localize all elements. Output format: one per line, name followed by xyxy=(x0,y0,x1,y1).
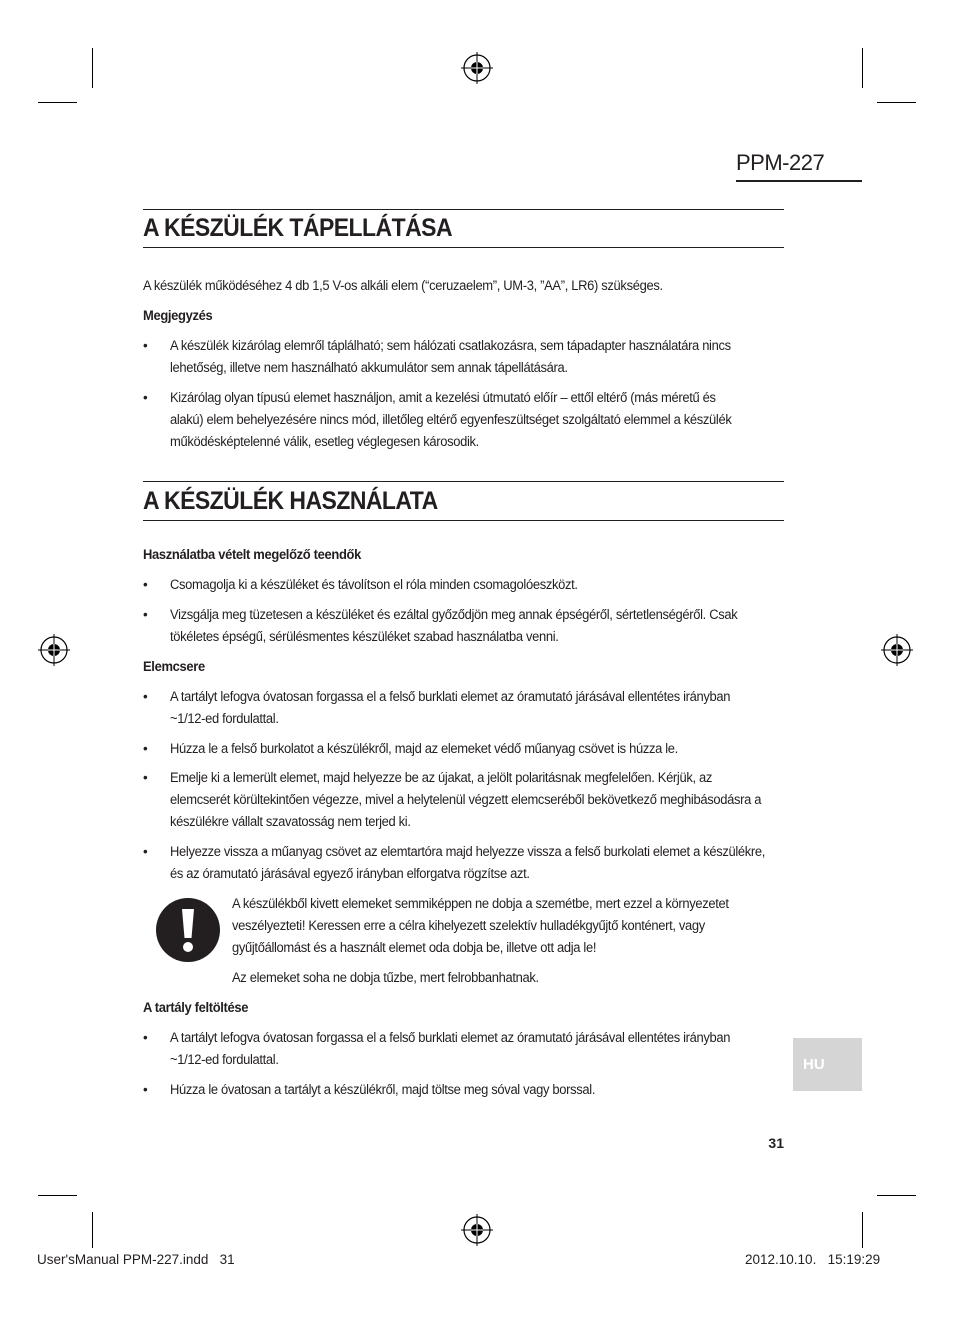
list-item-line: A tartályt lefogva óvatosan forgassa el a felső burklati elemet az óramutató járásával ellentétes irányban xyxy=(170,689,731,704)
section-rule xyxy=(143,247,784,248)
page-number: 31 xyxy=(768,1135,784,1151)
list-item-line: Húzza le a felső burkolatot a készülékről, majd az elemeket védő műanyag csövet is húzza le. xyxy=(170,741,678,756)
crop-mark xyxy=(92,48,93,88)
section-rule xyxy=(143,481,784,482)
note-title: Megjegyzés xyxy=(143,308,213,323)
bullet: • xyxy=(143,577,148,592)
warning-line: gyűjtőállomást és a használt elemet oda dobja be, illetve ott adja le! xyxy=(232,940,597,955)
list-item-line: Kizárólag olyan típusú elemet használjon, amit a kezelési útmutató előír – ettől eltérő (más méretű és xyxy=(170,390,716,405)
list-item-line: ~1/12-ed fordulattal. xyxy=(170,711,279,726)
list-item-line: működésképtelenné válik, esetleg véglegesen károsodik. xyxy=(170,434,479,449)
model-underline xyxy=(736,180,862,182)
crop-mark xyxy=(877,102,916,103)
warning-line: veszélyezteti! Keressen erre a célra kihelyezett szelektív hulladékgyűjtő konténert, vagy xyxy=(232,918,705,933)
list-item-line: készülékre vállalt szavatosság nem terjed ki. xyxy=(170,814,411,829)
section-rule xyxy=(143,520,784,521)
slug-file: User'sManual PPM-227.indd 31 xyxy=(37,1252,235,1267)
prep-title: Használatba vételt megelőző teendők xyxy=(143,547,361,562)
list-item-line: alakú) elem behelyezésére nincs mód, illetőleg eltérő egyenfeszültséget szolgáltató elemmel a készülék xyxy=(170,412,732,427)
bullet: • xyxy=(143,770,148,785)
bullet: • xyxy=(143,1030,148,1045)
warning-fire: Az elemeket soha ne dobja tűzbe, mert felrobbanhatnak. xyxy=(232,970,539,985)
slug-datetime: 2012.10.10. 15:19:29 xyxy=(745,1252,881,1267)
list-item-line: ~1/12-ed fordulattal. xyxy=(170,1052,279,1067)
list-item-line: Emelje ki a lemerült elemet, majd helyezze be az újakat, a jelölt polaritásnak megfelelően. Kérjük, az xyxy=(170,770,713,785)
registration-mark-icon xyxy=(460,51,494,85)
exclamation-icon xyxy=(155,897,221,963)
language-tab xyxy=(793,1038,862,1091)
registration-mark-icon xyxy=(880,633,914,667)
warning-line: A készülékből kivett elemeket semmiképpen ne dobja a szemétbe, mert ezzel a környezetet xyxy=(232,896,729,911)
bullet: • xyxy=(143,689,148,704)
list-item-line: A tartályt lefogva óvatosan forgassa el a felső burklati elemet az óramutató járásával ellentétes irányban xyxy=(170,1030,731,1045)
list-item-line: tökéletes épségű, sérülésmentes készüléket szabad használatba venni. xyxy=(170,629,559,644)
section-rule xyxy=(143,209,784,210)
bullet: • xyxy=(143,338,148,353)
crop-mark xyxy=(38,102,77,103)
crop-mark xyxy=(92,1212,93,1248)
bullet: • xyxy=(143,741,148,756)
section-title-usage: A KÉSZÜLÉK HASZNÁLATA xyxy=(143,487,438,515)
crop-mark xyxy=(862,1212,863,1248)
registration-mark-icon xyxy=(37,633,71,667)
crop-mark xyxy=(862,48,863,88)
list-item-line: Húzza le óvatosan a tartályt a készülékről, majd töltse meg sóval vagy borssal. xyxy=(170,1082,596,1097)
battery-title: Elemcsere xyxy=(143,659,205,674)
model-name: PPM-227 xyxy=(736,150,825,175)
list-item-line: elemcserét körültekintően végezze, mivel a helytelenül végzett elemcseréből bekövetkező meghibásodásra a xyxy=(170,792,762,807)
fill-title: A tartály feltöltése xyxy=(143,1000,249,1015)
list-item-line: Helyezze vissza a műanyag csövet az elemtartóra majd helyezze vissza a felső burkolati elemet a készülékre, xyxy=(170,844,766,859)
bullet: • xyxy=(143,844,148,859)
section-title-power: A KÉSZÜLÉK TÁPELLÁTÁSA xyxy=(143,214,453,242)
bullet: • xyxy=(143,390,148,405)
crop-mark xyxy=(877,1195,916,1196)
power-intro: A készülék működéséhez 4 db 1,5 V-os alkáli elem (“ceruzaelem”, UM-3, ”AA”, LR6) szükséges. xyxy=(143,278,663,293)
bullet: • xyxy=(143,1082,148,1097)
registration-mark-icon xyxy=(460,1213,494,1247)
language-tab-label: HU xyxy=(803,1056,825,1073)
list-item-line: Csomagolja ki a készüléket és távolítson el róla minden csomagolóeszközt. xyxy=(170,577,578,592)
list-item-line: A készülék kizárólag elemről táplálható; sem hálózati csatlakozásra, sem tápadapter használatára nincs xyxy=(170,338,731,353)
list-item-line: lehetőség, illetve nem használható akkumulátor sem annak tápellátására. xyxy=(170,360,568,375)
bullet: • xyxy=(143,607,148,622)
crop-mark xyxy=(38,1195,77,1196)
list-item-line: Vizsgálja meg tüzetesen a készüléket és ezáltal győződjön meg annak épségéről, sértetlenségéről. Csak xyxy=(170,607,738,622)
list-item-line: és az óramutató járásával egyező irányban elforgatva rögzítse azt. xyxy=(170,866,530,881)
